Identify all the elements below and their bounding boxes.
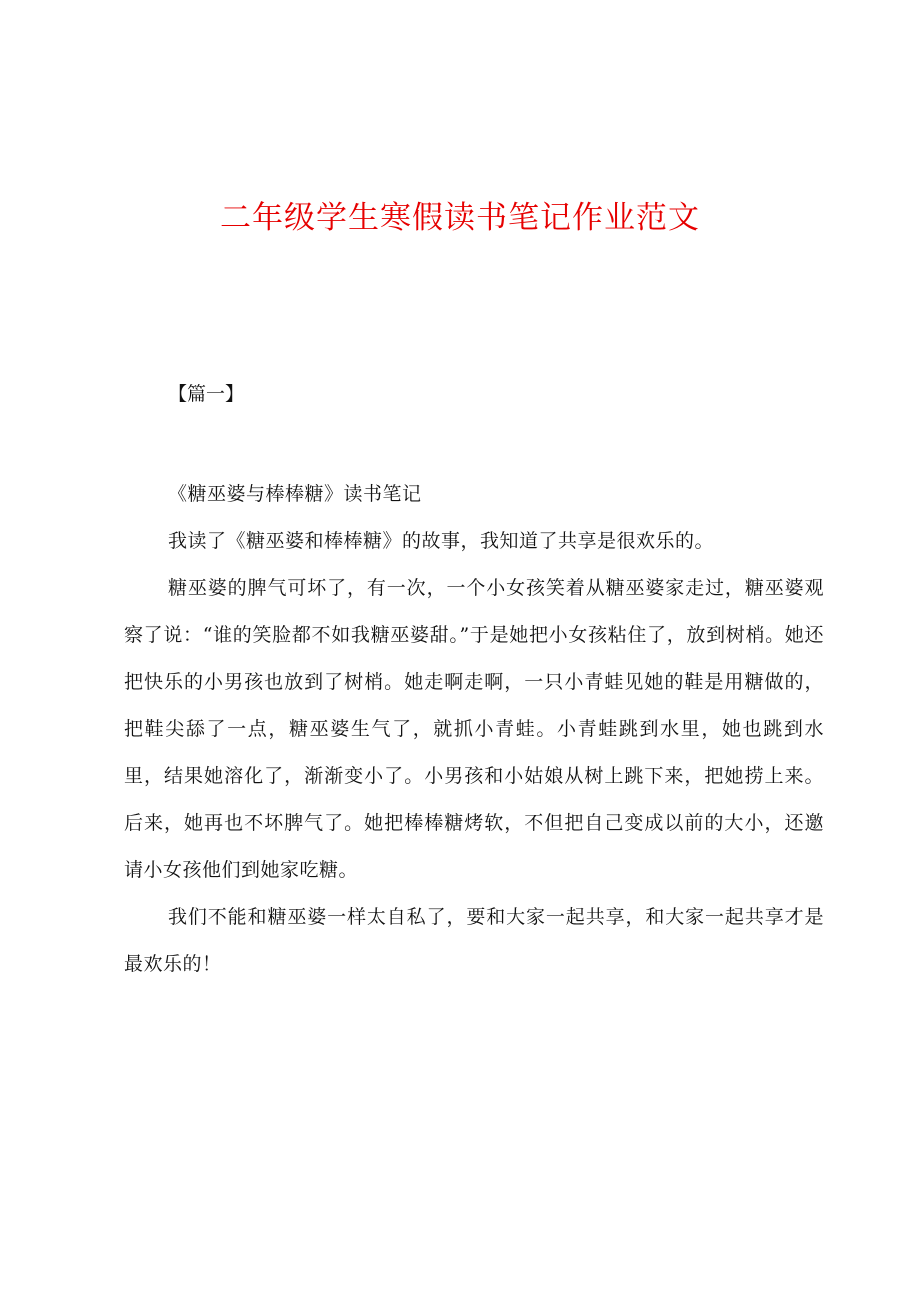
document-body bbox=[124, 471, 824, 988]
body-paragraph: 我读了《糖巫婆和棒棒糖》的故事，我知道了共享是很欢乐的。 bbox=[168, 530, 715, 552]
section-label: 【篇一】 bbox=[168, 383, 245, 405]
body-paragraph: 我们不能和糖巫婆一样太自私了，要和大家一起共享，和大家一起共享才是最欢乐的！ bbox=[124, 906, 824, 975]
page-title: 二年级学生寒假读书笔记作业范文 bbox=[220, 200, 700, 236]
body-paragraph: 糖巫婆的脾气可坏了，有一次，一个小女孩笑着从糖巫婆家走过，糖巫婆观察了说：“谁的笑脸都不如我糖巫婆甜。”于是她把小女孩粘住了，放到树梢。她还把快乐的小男孩也放到了树梢。她走啊走啊，一只小青蛙见她的鞋是用糖做的，把鞋尖舔了一点，糖巫婆生气了，就抓小青蛙。小青蛙跳到水里，她也跳到水里，结果她溶化了，渐渐变小了。小男孩和小姑娘从树上跳下来，把她捞上来。后来，她再也不坏脾气了。她把棒棒糖烤软，不但把自己变成以前的大小，还邀请小女孩他们到她家吃糖。 bbox=[124, 577, 824, 881]
subtitle-paragraph: 《糖巫婆与棒棒糖》读书笔记 bbox=[168, 483, 422, 505]
